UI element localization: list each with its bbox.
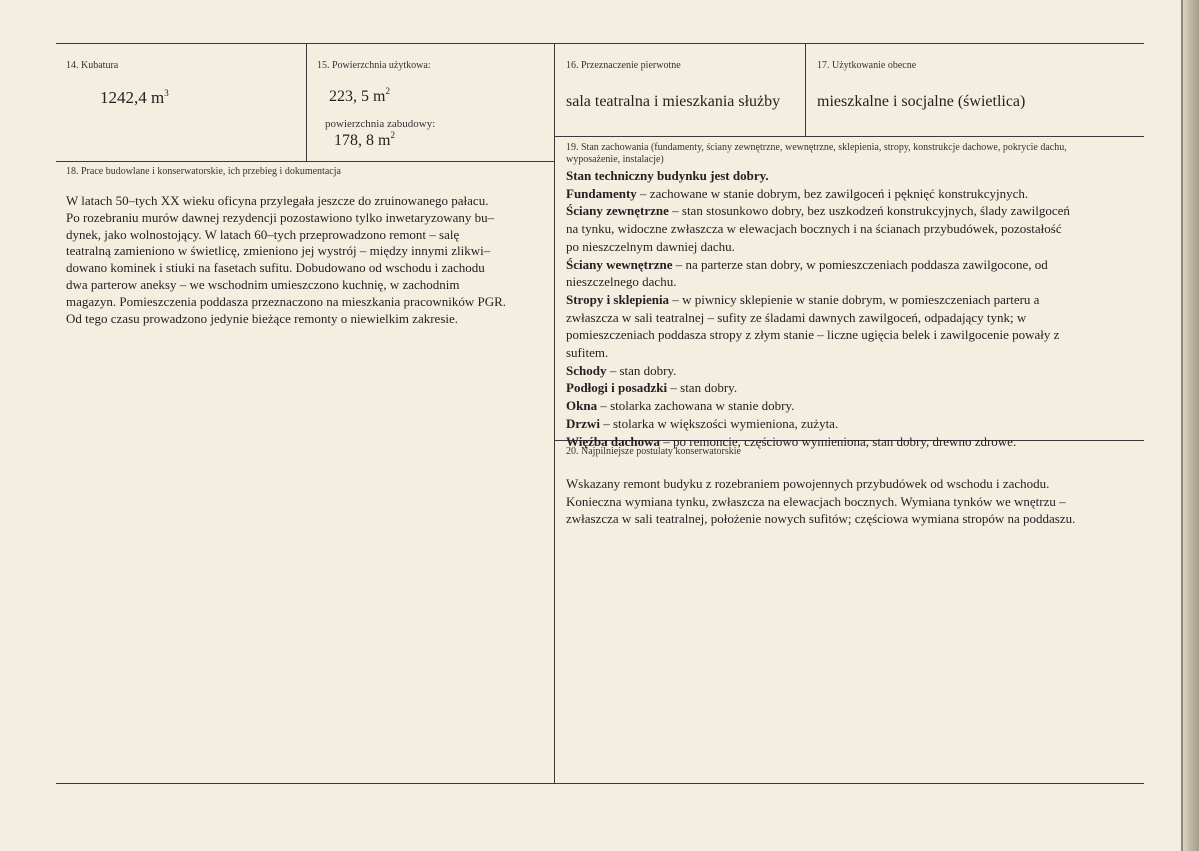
field-19-line-text: – stan stosunkowo dobry, bez uszkodzeń konstrukcyjnych, ślady zawilgoceń [668, 203, 1070, 219]
field-19-line [566, 256, 1156, 274]
field-19-line-text: nieszczelnego dachu. [566, 274, 677, 290]
field-19-line [566, 291, 1156, 309]
field-17-label: 17. Użytkowanie obecne [817, 60, 917, 71]
field-19-line [566, 344, 1156, 362]
field-20-line: Wskazany remont budyku z rozebraniem powojennych przybudówek od wschodu i zachodu. [566, 476, 1050, 491]
field-19-line-text: – stolarka zachowana w stanie dobry. [597, 398, 795, 414]
col-divider-14-15 [306, 43, 307, 161]
field-19-line-heading: Więźba dachowa [566, 433, 661, 449]
field-19-line-heading: Ściany wewnętrzne [566, 256, 673, 272]
field-16-value: sala teatralna i mieszkania służby [566, 93, 781, 110]
field-19-line-text: – stan dobry. [667, 380, 738, 396]
field-19-line-heading: Schody [566, 362, 607, 378]
field-19-line [566, 167, 1156, 185]
field-18-line: W latach 50–tych XX wieku oficyna przylegała jeszcze do zruinowanego pałacu. [66, 193, 489, 208]
bottom-rule [56, 783, 1144, 784]
field-18-line: Od tego czasu prowadzono jedynie bieżące remonty o niewielkim zakresie. [66, 310, 459, 326]
field-19-line [566, 379, 1156, 397]
field-16-label: 16. Przeznaczenie pierwotne [566, 60, 681, 71]
col-divider-16-17 [805, 43, 806, 136]
field-14-value: 1242,4 $m^3$ [100, 88, 169, 107]
field-19-line-heading: Okna [566, 398, 598, 414]
field-20-text [566, 475, 1144, 528]
page-edge [1183, 0, 1199, 851]
field-19-line [566, 326, 1156, 344]
field-19-line-text: sufitem. [566, 345, 609, 361]
field-19-line [566, 397, 1156, 415]
field-18-line: magazyn. Pomieszczenia poddasza przeznaczono na mieszkania pracowników PGR. [66, 293, 507, 309]
field-19-text [566, 167, 1156, 450]
field-19-line-text: pomieszczeniach poddasza stropy z złym stanie – liczne ugięcia belek i zawilgocenie powały z [566, 327, 1060, 343]
field-18-line: dowano kominek i stiuki na fasetach sufitu. Dobudowano od wschodu i zachodu [66, 260, 485, 276]
field-19-line-heading: Fundamenty [566, 185, 637, 201]
field-20-label: 20. Najpilniejsze postulaty konserwatorskie [566, 446, 741, 457]
field-19-line [566, 415, 1156, 433]
field-15-sub-label: powierzchnia zabudowy: [325, 118, 436, 130]
field-19-line [566, 309, 1156, 327]
row-divider-left [56, 161, 555, 162]
field-19-line-text: na tynku, widoczne zwłaszcza w elewacjach bocznych i na ścianach przybudówek, pozostałość [566, 221, 1062, 237]
field-19-line-text: – w piwnicy sklepienie w stanie dobrym, w pomieszczeniach parteru a [669, 291, 1040, 307]
field-19-line-heading: Drzwi [566, 415, 600, 431]
field-19-line-text: – na parterze stan dobry, w pomieszczeniach poddasza zawilgocone, od [672, 256, 1048, 272]
field-17-value: mieszkalne i socjalne (świetlica) [817, 93, 1026, 110]
field-19-line [566, 273, 1156, 291]
field-15-label: 15. Powierzchnia użytkowa: [317, 60, 431, 71]
field-19-line-heading: Stropy i sklepienia [566, 291, 670, 307]
field-19-line-text: – zachowane w stanie dobrym, bez zawilgoceń i pęknięć konstrukcyjnych. [636, 185, 1029, 201]
top-rule [56, 43, 1144, 44]
field-18-label: 18. Prace budowlane i konserwatorskie, ich przebieg i dokumentacja [66, 166, 341, 177]
field-18-line: dwa parterow aneksy – we wschodnim umieszczono kuchnię, w zachodnim [66, 276, 460, 292]
field-19-line-text: – po remoncie, częściowo wymieniona, stan dobry, drewno zdrowe. [660, 433, 1017, 449]
field-19-line-text: po nieszczelnym dawniej dachu. [566, 238, 735, 254]
field-19-line [566, 220, 1156, 238]
field-14-label: 14. Kubatura [66, 60, 119, 71]
field-19-line [566, 238, 1156, 256]
field-18-text [66, 193, 550, 327]
field-19-line-heading: Podłogi i posadzki [566, 380, 668, 396]
field-20-line: zwłaszcza w sali teatralnej, położenie nowych sufitów; częściowa wymiana stropów na poddaszu. [566, 511, 1076, 526]
field-19-line-heading: Stan techniczny budynku jest dobry. [566, 168, 769, 183]
field-19-line-text: – stolarka w większości wymieniona, zużyta. [599, 415, 839, 431]
col-divider-main [554, 43, 555, 783]
field-15-value: 223, 5 $m^2$ [329, 86, 390, 105]
field-15-sub-value: 178, 8 $m^2$ [334, 130, 395, 149]
field-19-label: 19. Stan zachowania (fundamenty, ściany zewnętrzne, wewnętrzne, sklepienia, stropy, konstrukcje dachowe, pokrycie dachu, wyposażenie, instalacje) [566, 142, 1067, 165]
field-19-line-heading: Ściany zewnętrzne [566, 203, 669, 219]
field-18-line: teatralną zamieniono w świetlicę, zmieniono jej wystrój – między innymi zlikwi– [66, 243, 491, 259]
field-19-line-text: – stan dobry. [606, 362, 677, 378]
field-19-line [566, 362, 1156, 380]
field-20-line: Konieczna wymiana tynku, zwłaszcza na elewacjach bocznych. Wymiana tynków we wnętrzu – [566, 493, 1066, 509]
row-divider-right-top [555, 136, 1144, 137]
field-18-line: Po rozebraniu murów dawnej rezydencji pozostawiono tylko inwetaryzowany bu– [66, 209, 495, 225]
field-19-line [566, 185, 1156, 203]
field-18-line: dynek, jako wolnostojący. W latach 60–tych przeprowadzono remont – salę [66, 226, 460, 242]
field-19-line [566, 202, 1156, 220]
field-19-line-text: zwłaszcza w sali teatralnej – sufity ze śladami dawnych zawilgoceń, odpadający tynk; w [566, 309, 1027, 325]
